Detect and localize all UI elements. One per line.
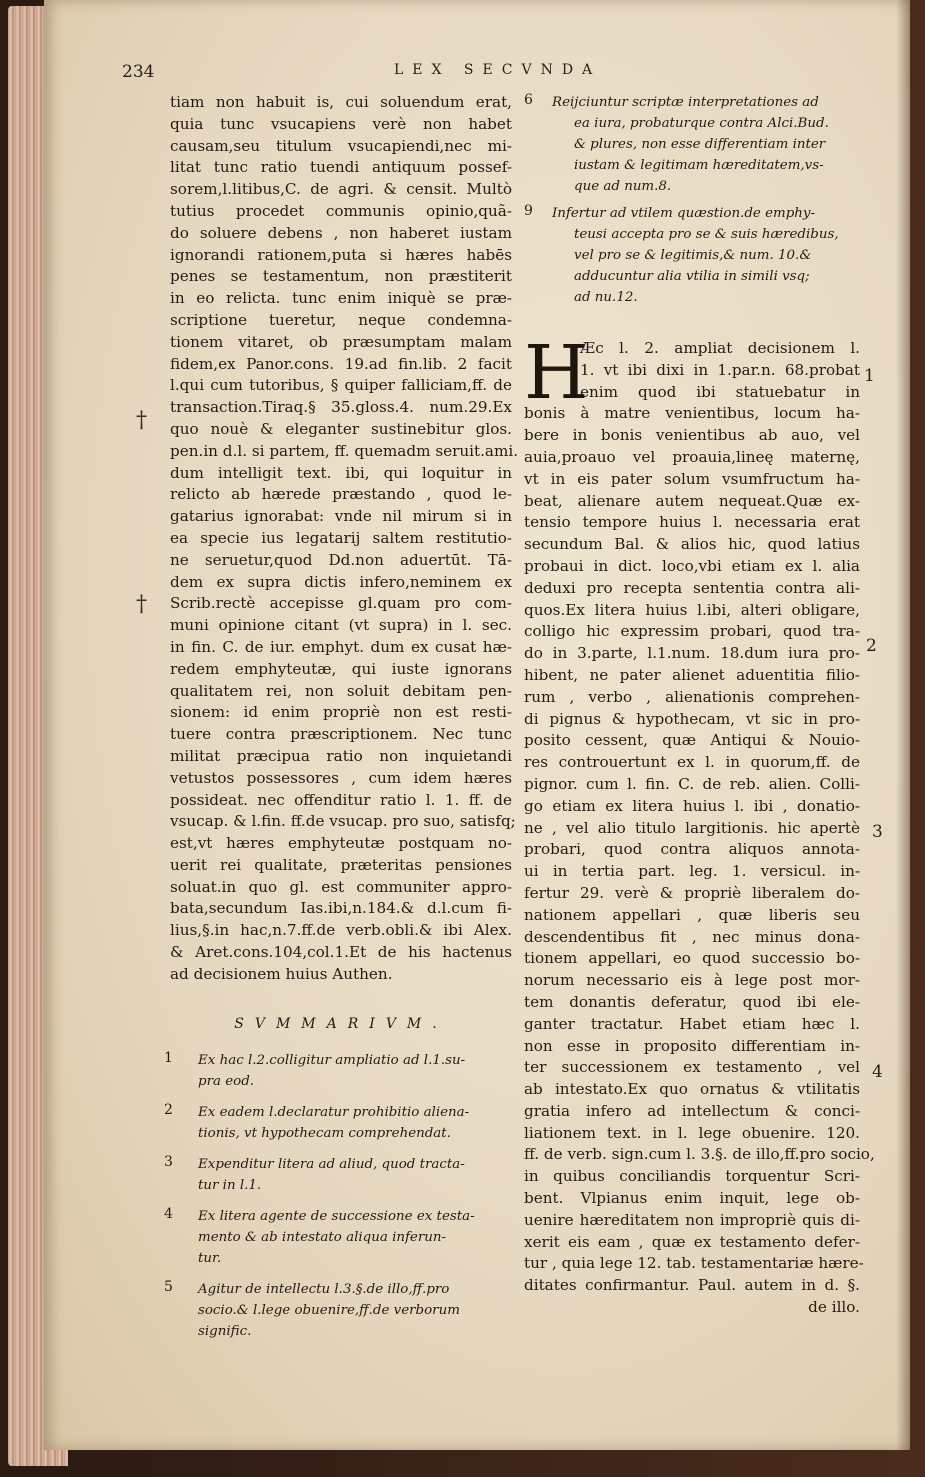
margin-dagger-mark: † bbox=[136, 592, 147, 617]
margin-dagger-mark: † bbox=[136, 408, 147, 433]
text-line: pen.in d.l. si partem, ff. quemadm seruit.ami. bbox=[170, 441, 519, 460]
summary-item-number: 2 bbox=[164, 1101, 173, 1118]
margin-note-number: 1 bbox=[864, 366, 875, 386]
summary-item-text: Ex litera agente de successione ex testa- bbox=[198, 1208, 475, 1224]
text-line: militat præcipua ratio non inquietandi bbox=[170, 746, 512, 765]
text-line: tutius procedet communis opinio,quã- bbox=[170, 201, 512, 220]
summary-item-text: mento & ab intestato aliqua inferun- bbox=[198, 1229, 447, 1245]
summary-item bbox=[524, 203, 860, 308]
summary-item bbox=[164, 1278, 512, 1342]
text-line: tionem appellari, eo quod successio bo- bbox=[524, 949, 860, 968]
text-line: pignor. cum l. fin. C. de reb. alien. Colli- bbox=[524, 774, 860, 793]
text-line: quos.Ex litera huius l.ibi, alteri obligare, bbox=[524, 600, 860, 619]
summary-item bbox=[524, 92, 860, 197]
text-line: ne seruetur,quod Dd.non aduertūt. Tā- bbox=[170, 550, 512, 569]
text-line: probaui in dict. loco,vbi etiam ex l. alia bbox=[524, 556, 860, 575]
summary-item-text: adducuntur alia vtilia in simili vsq; bbox=[574, 269, 810, 284]
text-line: rum , verbo , alienationis comprehen- bbox=[524, 687, 860, 706]
text-line: fidem,ex Panor.cons. 19.ad fin.lib. 2 facit bbox=[170, 354, 512, 373]
text-line: res controuertunt ex l. in quorum,ff. de bbox=[524, 753, 860, 772]
text-line: l.qui cum tutoribus, § quiper falliciam,ff. de bbox=[170, 376, 512, 395]
text-line: penes se testamentum, non præstiterit bbox=[170, 267, 512, 286]
text-line: muni opinione citant (vt supra) in l. sec. bbox=[170, 616, 512, 635]
text-line: go etiam ex litera huius l. ibi , donatio- bbox=[524, 796, 860, 815]
summary-list bbox=[164, 1049, 512, 1342]
margin-note-number: 3 bbox=[872, 822, 883, 842]
right-column bbox=[524, 92, 875, 1319]
text-line: relicto ab hærede præstando , quod le- bbox=[170, 485, 512, 504]
text-line: xerit eis eam , quæ ex testamento defer- bbox=[524, 1232, 860, 1251]
margin-note-number: 2 bbox=[866, 636, 877, 656]
summary-item-text: ad nu.12. bbox=[574, 290, 638, 305]
text-line: nationem appellari , quæ liberis seu bbox=[524, 905, 860, 924]
text-line: gratia infero ad intellectum & conci- bbox=[524, 1101, 860, 1120]
summary-item bbox=[164, 1049, 512, 1092]
summary-item bbox=[164, 1153, 512, 1196]
text-line: redem emphyteutæ, qui iuste ignorans bbox=[170, 659, 512, 678]
text-line: probari, quod contra aliquos annota- bbox=[524, 840, 860, 859]
text-line: Æc l. 2. ampliat decisionem l. bbox=[580, 339, 860, 357]
right-body-text bbox=[524, 330, 875, 1319]
text-line: causam,seu titulum vsucapiendi,nec mi- bbox=[170, 136, 512, 155]
page-header bbox=[122, 62, 842, 86]
right-body-lines bbox=[524, 330, 875, 1319]
text-line: tur , quia lege 12. tab. testamentariæ hære- bbox=[524, 1254, 864, 1273]
text-line: sorem,l.litibus,C. de agri. & censit. Multò bbox=[170, 180, 512, 199]
summary-title: SVMMARIVM. bbox=[234, 1015, 448, 1032]
text-line: fertur 29. verè & propriè liberalem do- bbox=[524, 883, 860, 902]
text-line: & Aret.cons.104,col.1.Et de his hactenus bbox=[170, 943, 512, 962]
text-line: ter successionem ex testamento , vel bbox=[524, 1058, 860, 1077]
summary-item bbox=[164, 1205, 512, 1269]
summary-item-text: tionis, vt hypothecam comprehendat. bbox=[198, 1125, 451, 1141]
text-line: ui in tertia part. leg. 1. versicul. in- bbox=[524, 862, 860, 881]
text-line: uerit rei qualitate, præteritas pensiones bbox=[170, 855, 512, 874]
text-line: do soluere debens , non haberet iustam bbox=[170, 223, 512, 242]
summary-item-text: Infertur ad vtilem quæstion.de emphy- bbox=[552, 206, 815, 221]
summary-item-text: Agitur de intellectu l.3.§.de illo,ff.pro bbox=[198, 1281, 450, 1297]
text-line: lius,§.in hac,n.7.ff.de verb.obli.& ibi Alex. bbox=[170, 921, 512, 940]
text-line: bata,secundum Ias.ibi,n.184.& d.l.cum fi- bbox=[170, 899, 512, 918]
text-line: tiam non habuit is, cui soluendum erat, bbox=[170, 93, 512, 111]
left-body-text bbox=[170, 92, 519, 986]
text-line: ganter tractatur. Habet etiam hæc l. bbox=[524, 1014, 860, 1033]
summary-item-text: que ad num.8. bbox=[574, 179, 672, 194]
text-line: bent. Vlpianus enim inquit, lege ob- bbox=[524, 1189, 860, 1208]
summary-item-number: 6 bbox=[524, 92, 533, 108]
margin-note-number: 4 bbox=[872, 1062, 883, 1082]
text-line: transaction.Tiraq.§ 35.gloss.4. num.29.Ex bbox=[170, 398, 512, 417]
page-number: 234 bbox=[122, 62, 155, 82]
text-line: beat, alienare autem nequeat.Quæ ex- bbox=[524, 491, 860, 510]
text-line: colligo hic expressim probari, quod tra- bbox=[524, 622, 860, 641]
summary-item-number: 9 bbox=[524, 203, 533, 219]
text-line: Scrib.rectè accepisse gl.quam pro com- bbox=[170, 594, 512, 613]
text-line: tuere contra præscriptionem. Nec tunc bbox=[170, 725, 512, 744]
text-line: soluat.in quo gl. est communiter appro- bbox=[170, 877, 512, 896]
summary-item-text: teusi accepta pro se & suis hæredibus, bbox=[574, 227, 839, 242]
text-line: tem donantis deferatur, quod ibi ele- bbox=[524, 992, 860, 1011]
text-line: enim quod ibi statuebatur in bbox=[580, 382, 860, 401]
summary-item-text: Ex hac l.2.colligitur ampliatio ad l.1.su- bbox=[198, 1052, 466, 1068]
drop-cap: H bbox=[524, 330, 589, 416]
text-line: in quibus conciliandis torquentur Scri- bbox=[524, 1167, 860, 1186]
text-line: qualitatem rei, non soluit debitam pen- bbox=[170, 681, 512, 700]
summary-item-number: 1 bbox=[164, 1049, 173, 1066]
summary-item-text: Expenditur litera ad aliud, quod tracta- bbox=[198, 1156, 465, 1172]
text-line: non esse in proposito differentiam in- bbox=[524, 1036, 860, 1055]
text-line: tensio tempore huius l. necessaria erat bbox=[524, 513, 860, 532]
text-line: in fin. C. de iur. emphyt. dum ex cusat hæ- bbox=[170, 637, 512, 656]
text-line: possideat. nec offenditur ratio l. 1. ff. de bbox=[170, 790, 512, 809]
text-line: di pignus & hypothecam, vt sic in pro- bbox=[524, 709, 860, 728]
text-line: est,vt hæres emphyteutæ postquam no- bbox=[170, 834, 512, 853]
text-line: ea specie ius legatarij saltem restitutio- bbox=[170, 528, 512, 547]
text-line: dem ex supra dictis infero,neminem ex bbox=[170, 572, 512, 591]
text-line: in eo relicta. tunc enim iniquè se præ- bbox=[170, 289, 512, 308]
text-line: bonis à matre venientibus, locum ha- bbox=[524, 404, 860, 423]
text-line: vetustos possessores , cum idem hæres bbox=[170, 768, 512, 787]
text-line: tionem vitaret, ob præsumptam malam bbox=[170, 332, 512, 351]
text-line: ignorandi rationem,puta si hæres habēs bbox=[170, 245, 512, 264]
text-line: norum necessario eis à lege post mor- bbox=[524, 971, 860, 990]
text-line: hibent, ne pater alienet aduentitia filio- bbox=[524, 665, 860, 684]
text-line: ad decisionem huius Authen. bbox=[170, 964, 393, 983]
running-head: LEX SECVNDA bbox=[394, 62, 602, 78]
summary-item-text: Reijciuntur scriptæ interpretationes ad bbox=[552, 95, 819, 110]
summary-item-text: ea iura, probaturque contra Alci.Bud. bbox=[574, 116, 829, 131]
summary-item-text: socio.& l.lege obuenire,ff.de verborum bbox=[198, 1302, 460, 1318]
summary-item-text: & plures, non esse differentiam inter bbox=[574, 137, 826, 152]
summary-item-text: vel pro se & legitimis,& num. 10.& bbox=[574, 248, 812, 263]
text-line: deduxi pro recepta sententia contra ali- bbox=[524, 578, 860, 597]
text-line: vsucap. & l.fin. ff.de vsucap. pro suo, satisfq; bbox=[170, 812, 516, 831]
summary-item-number: 5 bbox=[164, 1278, 173, 1295]
text-line: ab intestato.Ex quo ornatus & vtilitatis bbox=[524, 1080, 860, 1099]
summary-item-number: 3 bbox=[164, 1153, 173, 1170]
text-line: ff. de verb. sign.cum l. 3.§. de illo,ff.pro socio, bbox=[524, 1145, 875, 1164]
summary-item-text: pra eod. bbox=[198, 1073, 255, 1089]
text-line: liationem text. in l. lege obuenire. 120. bbox=[524, 1123, 860, 1142]
left-column bbox=[164, 92, 519, 1352]
text-line: de illo. bbox=[808, 1298, 860, 1317]
summary-item-text: Ex eadem l.declaratur prohibitio aliena- bbox=[198, 1104, 470, 1120]
text-line: uenire hæreditatem non impropriè quis di- bbox=[524, 1210, 860, 1229]
summary-item-text: tur. bbox=[198, 1250, 222, 1266]
text-line: do in 3.parte, l.1.num. 18.dum iura pro- bbox=[524, 644, 860, 663]
summary-item bbox=[164, 1101, 512, 1144]
text-line: dum intelligit text. ibi, qui loquitur in bbox=[170, 463, 512, 482]
summary-item-text: signific. bbox=[198, 1323, 252, 1339]
summary-item-text: tur in l.1. bbox=[198, 1177, 262, 1193]
text-line: 1. vt ibi dixi in 1.par.n. 68.probat bbox=[580, 360, 860, 379]
text-line: ne , vel alio titulo largitionis. hic apertè bbox=[524, 818, 860, 837]
text-line: sionem: id enim propriè non est resti- bbox=[170, 703, 512, 722]
text-line: quia tunc vsucapiens verè non habet bbox=[170, 114, 512, 133]
text-line: gatarius ignorabat: vnde nil mirum si in bbox=[170, 507, 512, 526]
summary-item-number: 4 bbox=[164, 1205, 173, 1222]
text-line: posito cessent, quæ Antiqui & Nouio- bbox=[524, 731, 860, 750]
text-line: vt in eis pater solum vsumfructum ha- bbox=[524, 469, 860, 488]
text-line: secundum Bal. & alios hic, quod latius bbox=[524, 535, 860, 554]
text-line: litat tunc ratio tuendi antiquum possef- bbox=[170, 158, 512, 177]
text-line: scriptione tueretur, neque condemna- bbox=[170, 310, 512, 329]
summary-item-text: iustam & legitimam hæreditatem,vs- bbox=[574, 158, 824, 173]
text-line: descendentibus fit , nec minus dona- bbox=[524, 927, 860, 946]
summary-list-continued bbox=[524, 92, 860, 308]
gutter-shadow bbox=[896, 0, 910, 1450]
text-line: ditates confirmantur. Paul. autem in d. §. bbox=[524, 1276, 860, 1295]
text-line: bere in bonis venientibus ab auo, vel bbox=[524, 426, 860, 445]
text-line: quo nouè & eleganter sustinebitur glos. bbox=[170, 419, 512, 438]
text-line: auia,proauo vel proauia,lineę maternę, bbox=[524, 447, 860, 466]
